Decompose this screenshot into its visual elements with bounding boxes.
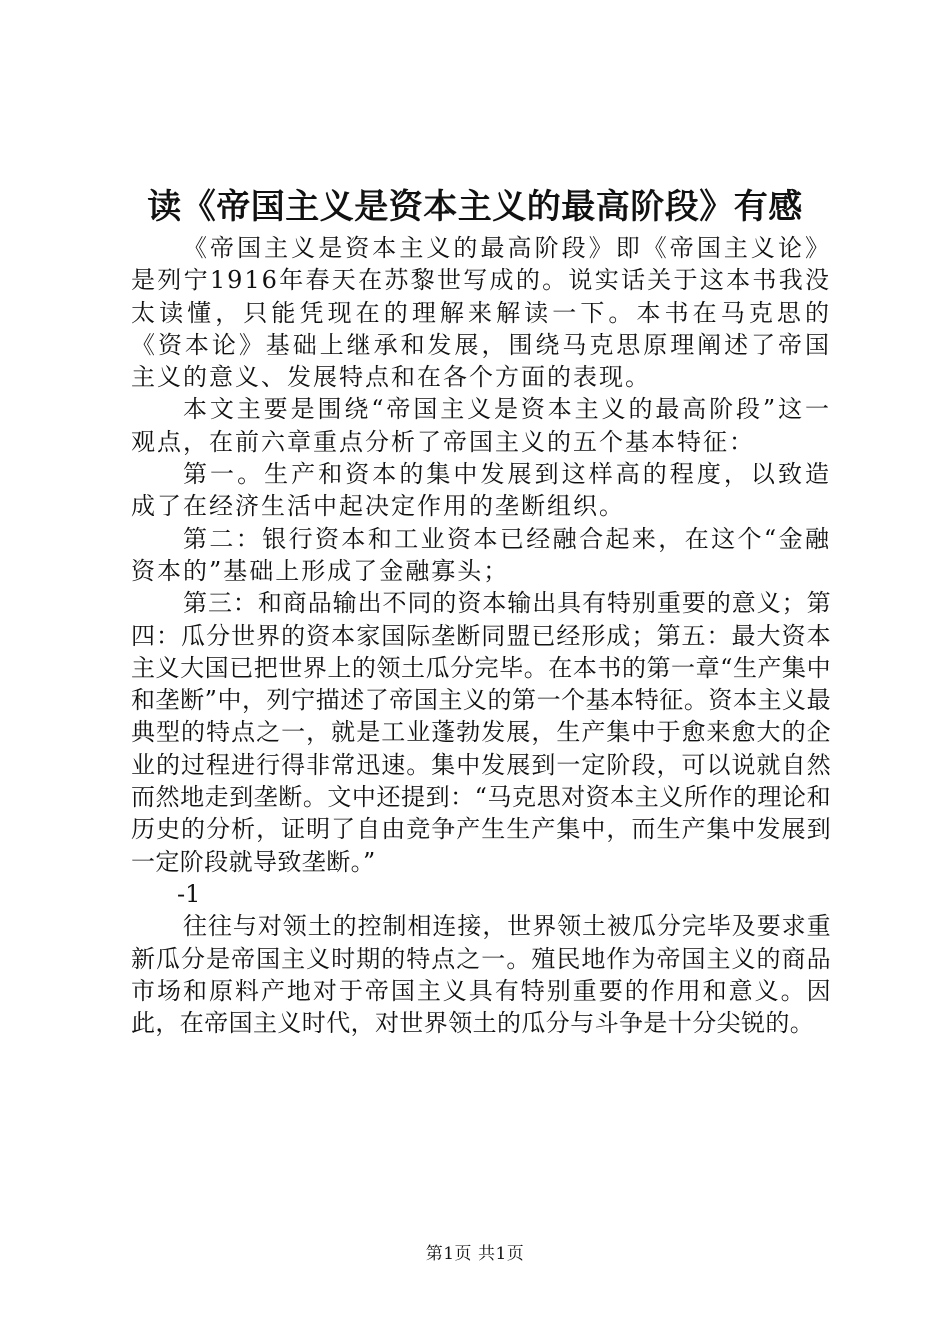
document-title: 读《帝国主义是资本主义的最高阶段》有感 — [147, 187, 803, 227]
paragraph-intro: 《帝国主义是资本主义的最高阶段》即《帝国主义论》是列宁1916年春天在苏黎世写成的。说实话关于这本书我没太读懂，只能凭现在的理解来解读一下。本书在马克思的《资本论》基础上继承和发展，围绕马克思原理阐述了帝国主义的意义、发展特点和在各个方面的表现。 — [131, 234, 831, 392]
paragraph-overview: 本文主要是围绕“帝国主义是资本主义的最高阶段”这一观点，在前六章重点分析了帝国主义的五个基本特征： — [131, 395, 831, 456]
paragraph-territory: 往往与对领土的控制相连接，世界领土被瓜分完毕及要求重新瓜分是帝国主义时期的特点之一。殖民地作为帝国主义的商品市场和原料产地对于帝国主义具有特别重要的作用和意义。因此，在帝国主义时代，对世界领土的瓜分与斗争是十分尖锐的。 — [131, 912, 831, 1038]
page-footer: 第1页 共1页 — [425, 1244, 525, 1264]
document-body — [131, 232, 831, 1039]
page-marker: -1 — [177, 879, 201, 908]
paragraph-feature-one: 第一。生产和资本的集中发展到这样高的程度，以致造成了在经济生活中起决定作用的垄断组织。 — [131, 460, 831, 521]
paragraph-features-three-to-five: 第三：和商品输出不同的资本输出具有特别重要的意义；第四：瓜分世界的资本家国际垄断同盟已经形成；第五：最大资本主义大国已把世界上的领土瓜分完毕。在本书的第一章“生产集中和垄断”中，列宁描述了帝国主义的第一个基本特征。资本主义最典型的特点之一，就是工业蓬勃发展，生产集中于愈来愈大的企业的过程进行得非常迅速。集中发展到一定阶段，可以说就自然而然地走到垄断。文中还提到：“马克思对资本主义所作的理论和历史的分析，证明了自由竞争产生生产集中，而生产集中发展到一定阶段就导致垄断。” — [131, 589, 831, 876]
paragraph-feature-two: 第二：银行资本和工业资本已经融合起来，在这个“金融资本的”基础上形成了金融寡头； — [131, 524, 831, 585]
